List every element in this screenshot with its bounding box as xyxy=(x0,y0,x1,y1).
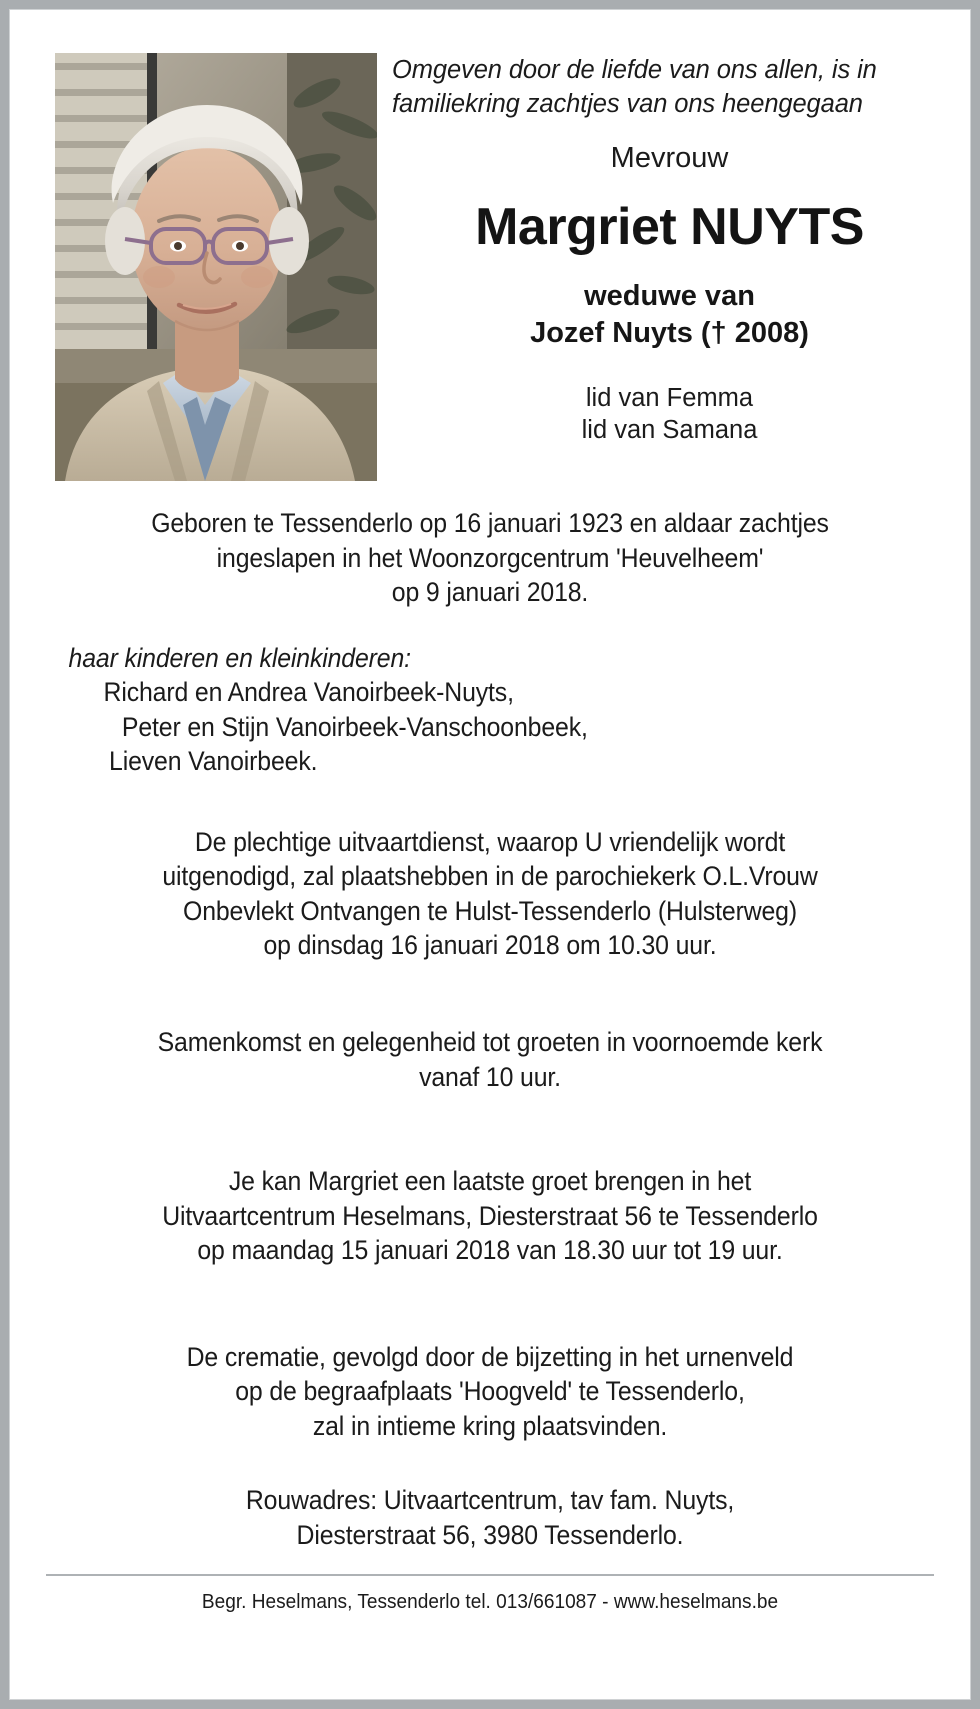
service-line-2: uitgenodigd, zal plaatshebben in de parochiekerk O.L.Vrouw xyxy=(162,861,818,892)
memberships xyxy=(392,382,947,446)
cremation-block xyxy=(87,1340,893,1444)
visitation-line-3: op maandag 15 januari 2018 van 18.30 uur tot 19 uur. xyxy=(197,1235,783,1266)
intro-text: Omgeven door de liefde van ons allen, is in familiekring zachtjes van ons heengegaan xyxy=(392,56,877,118)
spouse-info xyxy=(392,278,947,352)
memorial-card xyxy=(9,9,971,1700)
gathering-line-2: vanaf 10 uur. xyxy=(419,1061,561,1092)
family-block xyxy=(52,641,858,779)
portrait-image xyxy=(55,53,377,481)
service-line-1: De plechtige uitvaartdienst, waarop U vriendelijk wordt xyxy=(194,826,786,857)
family-member-list xyxy=(69,675,858,779)
visitation-line-1: Je kan Margriet een laatste groet brengen in het xyxy=(228,1166,752,1197)
gathering-block xyxy=(87,1025,893,1094)
membership-femma: lid van Femma xyxy=(585,384,754,413)
service-line-3: Onbevlekt Ontvangen te Hulst-Tessenderlo (Hulsterweg) xyxy=(183,895,797,926)
cremation-line-3: zal in intieme kring plaatsvinden. xyxy=(312,1410,668,1441)
visitation-block xyxy=(87,1164,893,1268)
footer-divider xyxy=(46,1574,934,1576)
cremation-line-2: op de begraafplaats 'Hoogveld' te Tessenderlo, xyxy=(235,1376,745,1407)
gathering-line-1: Samenkomst en gelegenheid tot groeten in voornoemde kerk xyxy=(157,1027,823,1058)
card-header-area xyxy=(10,10,970,480)
mourning-line-1: Rouwadres: Uitvaartcentrum, tav fam. Nuyts, xyxy=(245,1485,735,1516)
mourning-address-block xyxy=(87,1483,893,1552)
birth-line-3: op 9 januari 2018. xyxy=(391,577,589,608)
membership-samana: lid van Samana xyxy=(581,416,758,445)
deceased-name: Margriet NUYTS xyxy=(475,197,864,256)
funeral-service-block xyxy=(87,825,893,963)
cremation-line-1: De crematie, gevolgd door de bijzetting in het urnenveld xyxy=(186,1341,794,1372)
header-text-column xyxy=(392,54,947,446)
funeral-home-footer: Begr. Heselmans, Tessenderlo tel. 013/661087 - www.heselmans.be xyxy=(201,1590,779,1614)
visitation-line-2: Uitvaartcentrum Heselmans, Diesterstraat 56 te Tessenderlo xyxy=(162,1200,818,1231)
list-item: Peter en Stijn Vanoirbeek-Vanschoonbeek, xyxy=(121,711,588,742)
spouse-name: Jozef Nuyts († 2008) xyxy=(530,316,809,349)
birth-line-2: ingeslapen in het Woonzorgcentrum 'Heuvelheem' xyxy=(216,542,764,573)
spouse-label: weduwe van xyxy=(584,279,755,312)
salutation: Mevrouw xyxy=(610,141,729,174)
portrait-photo xyxy=(55,53,377,481)
list-item: Richard en Andrea Vanoirbeek-Nuyts, xyxy=(103,677,514,708)
birth-death-block xyxy=(87,506,893,610)
family-title: haar kinderen en kleinkinderen: xyxy=(68,642,411,673)
mourning-line-2: Diesterstraat 56, 3980 Tessenderlo. xyxy=(296,1519,684,1550)
card-body xyxy=(10,506,970,1552)
list-item: Lieven Vanoirbeek. xyxy=(109,746,318,777)
service-line-4: op dinsdag 16 januari 2018 om 10.30 uur. xyxy=(263,930,717,961)
birth-line-1: Geboren te Tessenderlo op 16 januari 1923 en aldaar zachtjes xyxy=(151,508,829,538)
